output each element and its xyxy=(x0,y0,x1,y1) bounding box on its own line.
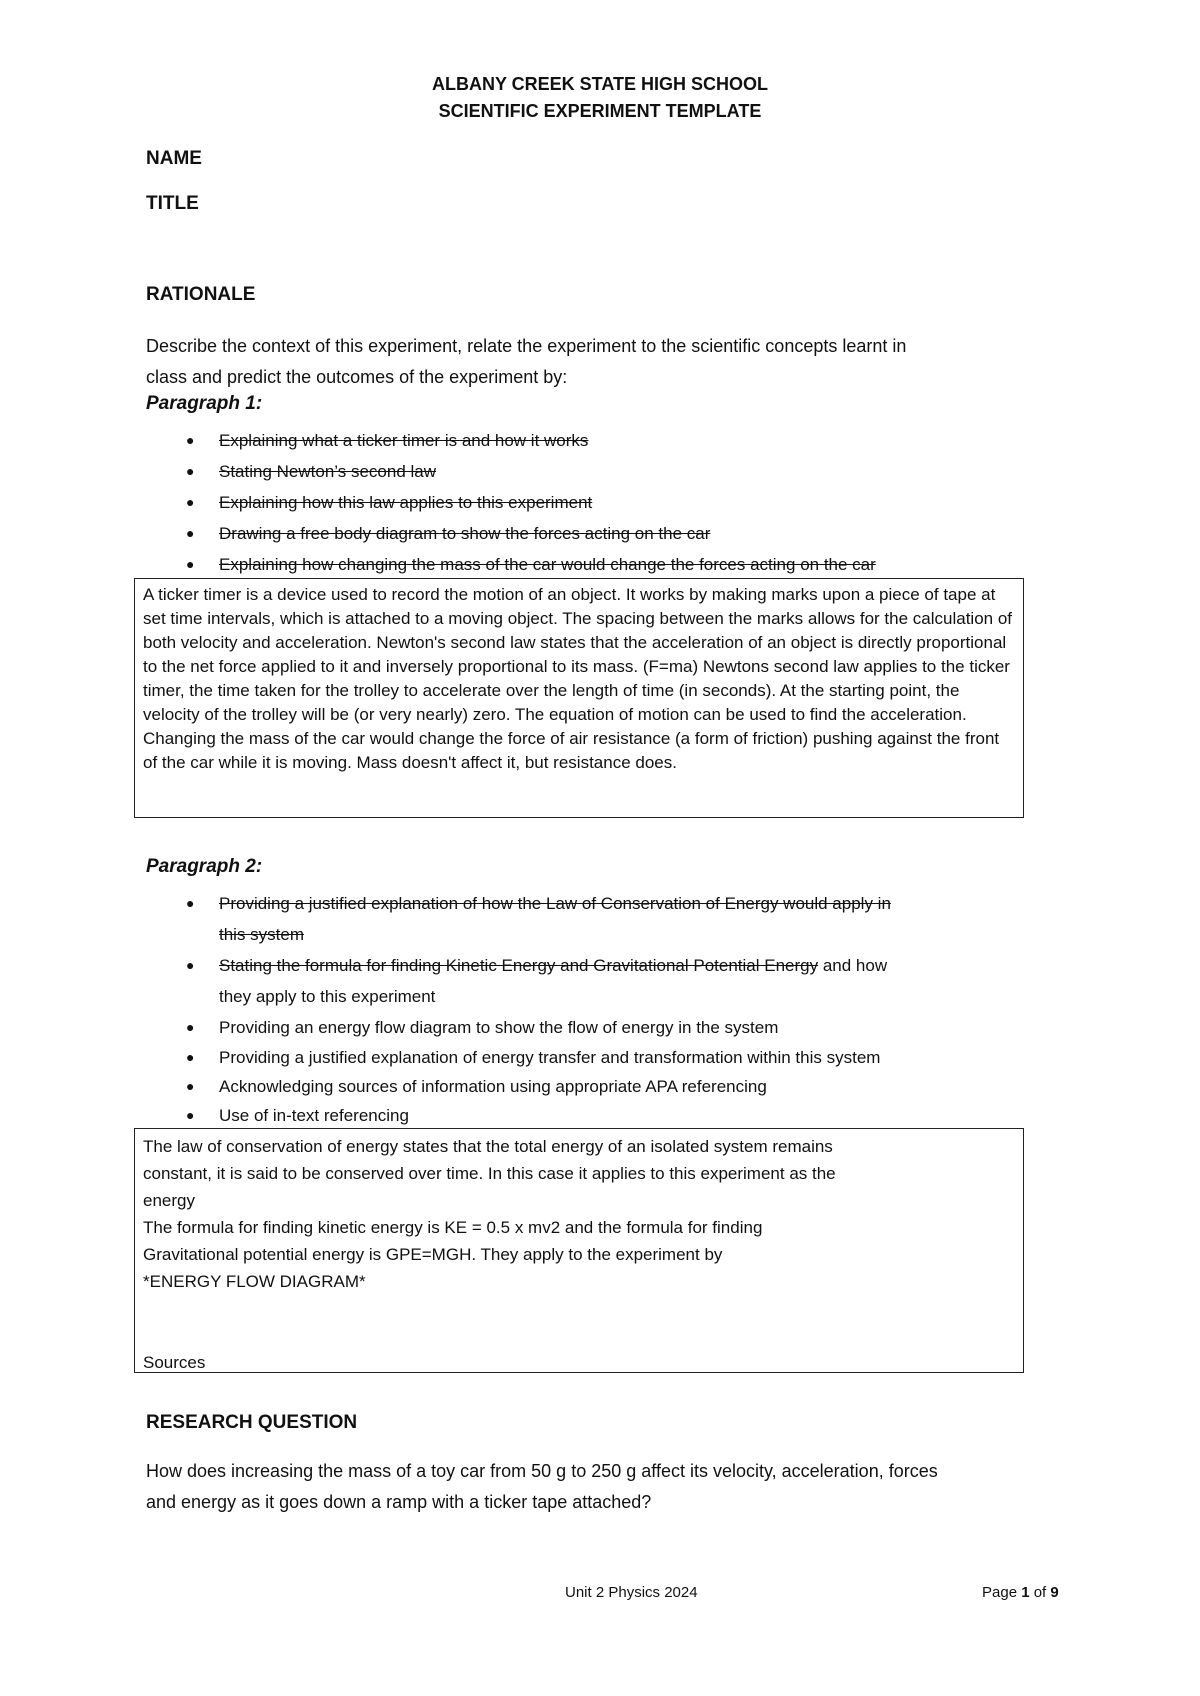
sources-line: Sources xyxy=(143,1353,206,1372)
bullet-icon: ● xyxy=(186,1049,195,1065)
bullet-icon: ● xyxy=(186,556,195,572)
list-item: ● Explaining what a ticker timer is and how it works xyxy=(146,425,1046,456)
list-item: ● Explaining how changing the mass of the car would change the forces acting on the car xyxy=(146,549,1046,580)
answer-line: energy xyxy=(143,1191,195,1210)
intro-line-1: Describe the context of this experiment, relate the experiment to the scientific concepts learnt in xyxy=(146,336,907,356)
list-item: ● Providing a justified explanation of energy transfer and transformation within this system xyxy=(146,1043,1046,1072)
bullet-icon: ● xyxy=(186,494,195,510)
research-line-2: and energy as it goes down a ramp with a ticker tape attached? xyxy=(146,1492,652,1512)
bullet-icon: ● xyxy=(186,1107,195,1123)
paragraph-2-heading: Paragraph 2: xyxy=(146,856,263,877)
list-item: ● Drawing a free body diagram to show the forces acting on the car xyxy=(146,518,1046,549)
bullet-icon: ● xyxy=(186,1019,195,1035)
school-name: ALBANY CREEK STATE HIGH SCHOOL xyxy=(431,74,768,94)
rationale-intro xyxy=(146,331,1056,393)
list-item: ● Providing an energy flow diagram to show the flow of energy in the system xyxy=(146,1012,1046,1043)
research-question-heading: RESEARCH QUESTION xyxy=(146,1412,358,1433)
bullet-icon: ● xyxy=(186,432,195,448)
paragraph-2-bullets xyxy=(146,888,1046,1130)
footer-page-number: Page 1 of 9 xyxy=(982,1584,1059,1601)
list-item: ● Explaining how this law applies to this experiment xyxy=(146,487,1046,518)
answer-line: The formula for finding kinetic energy is KE = 0.5 x mv2 and the formula for finding xyxy=(143,1218,763,1237)
list-item: ● Providing a justified explanation of how the Law of Conservation of Energy would apply in this system xyxy=(146,888,1046,950)
bullet-icon: ● xyxy=(186,1078,195,1094)
intro-line-2: class and predict the outcomes of the experiment by: xyxy=(146,367,568,387)
paragraph-1-bullets xyxy=(146,425,1046,580)
energy-flow-placeholder: *ENERGY FLOW DIAGRAM* xyxy=(143,1272,366,1291)
bullet-icon: ● xyxy=(186,525,195,541)
list-item: ● Stating the formula for finding Kinetic Energy and Gravitational Potential Energy and how they apply to this experiment xyxy=(146,950,1046,1012)
answer-line: constant, it is said to be conserved over time. In this case it applies to this experiment as the xyxy=(143,1164,836,1183)
paragraph-1-answer-box[interactable]: A ticker timer is a device used to record the motion of an object. It works by making marks upon a piece of tape at set time intervals, which is attached to a moving object. The spacing between the marks allows for the calculation of both velocity and acceleration. Newton's second law states that the acceleration of an object is directly proportional to the net force applied to it and inversely proportional to its mass. (F=ma) Newtons second law applies to the ticker timer, the time taken for the trolley to accelerate over the length of time (in seconds). At the starting point, the velocity of the trolley will be (or very nearly) zero. The equation of motion can be used to find the acceleration. Changing the mass of the car would change the force of air resistance (a form of friction) pushing against the front of the car while it is moving. Mass doesn't affect it, but resistance does. xyxy=(134,578,1024,818)
list-item: ● Acknowledging sources of information using appropriate APA referencing xyxy=(146,1072,1046,1101)
paragraph-2-answer-box[interactable] xyxy=(134,1128,1024,1373)
bullet-icon: ● xyxy=(186,957,195,973)
footer-course: Unit 2 Physics 2024 xyxy=(565,1584,698,1601)
name-label: NAME xyxy=(146,148,202,169)
list-item: ● Use of in-text referencing xyxy=(146,1101,1046,1130)
paragraph-1-heading: Paragraph 1: xyxy=(146,393,263,414)
bullet-icon: ● xyxy=(186,895,195,911)
list-item: ● Stating Newton’s second law xyxy=(146,456,1046,487)
rationale-heading: RATIONALE xyxy=(146,284,256,305)
research-line-1: How does increasing the mass of a toy car from 50 g to 250 g affect its velocity, acceleration, forces xyxy=(146,1461,938,1481)
answer-line: Gravitational potential energy is GPE=MGH. They apply to the experiment by xyxy=(143,1245,723,1264)
title-label: TITLE xyxy=(146,193,199,214)
answer-line: The law of conservation of energy states that the total energy of an isolated system remains xyxy=(143,1137,833,1156)
research-question-text xyxy=(146,1456,1056,1518)
bullet-icon: ● xyxy=(186,463,195,479)
template-title: SCIENTIFIC EXPERIMENT TEMPLATE xyxy=(438,101,762,121)
